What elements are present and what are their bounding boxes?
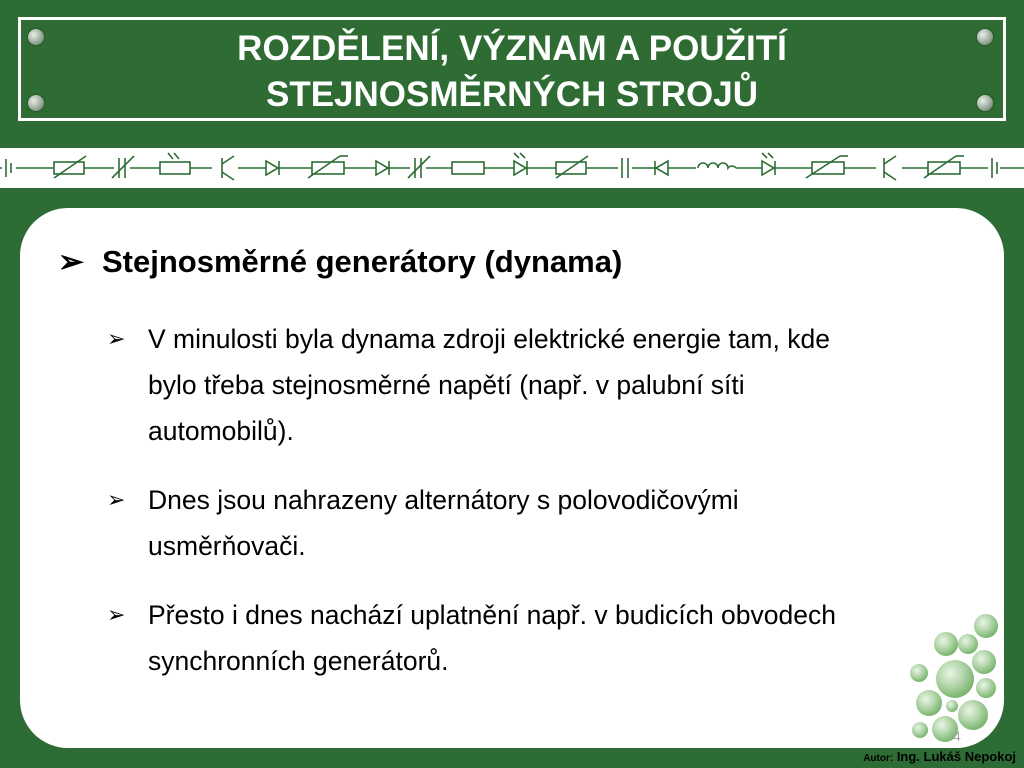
bubble-decoration-icon [936,660,974,698]
bubble-decoration-icon [916,690,942,716]
bullet-line: Dnes jsou nahrazeny alternátory s polovodičovými [148,485,739,515]
bubble-decoration-icon [958,700,988,730]
arrow-bullet-icon: ➢ [58,244,84,279]
slide-title [0,26,1024,118]
bubble-decoration-icon [958,634,978,654]
bubble-decoration-icon [946,700,958,712]
bullet-line: usměrňovači. [148,531,306,561]
arrow-bullet-icon: ➢ [107,487,126,512]
bullet-text [148,592,978,684]
circuit-symbols-icon [0,148,1024,188]
arrow-bullet-icon: ➢ [107,602,126,627]
bullet-text [148,477,978,569]
bullet-line: automobilů). [148,416,294,446]
bullet-line: V minulosti byla dynama zdroji elektrické energie tam, kde [148,324,830,354]
circuit-symbols-strip [0,148,1024,188]
bubble-decoration-icon [912,722,928,738]
title-line-1: ROZDĚLENÍ, VÝZNAM A POUŽITÍ [237,29,787,68]
arrow-bullet-icon: ➢ [107,326,126,351]
heading-bullet [58,244,622,280]
bubble-decoration-icon [972,650,996,674]
page-number: 4 [953,728,961,744]
author-label: Autor: [863,753,894,764]
title-line-2: STEJNOSMĚRNÝCH STROJŮ [265,75,759,114]
bubble-decoration-icon [910,664,928,682]
heading-text: Stejnosměrné generátory (dynama) [102,244,623,279]
bullet-line: synchronních generátorů. [148,646,449,676]
author-name: Ing. Lukáš Nepokoj [896,749,1016,764]
bubble-decoration-icon [934,632,958,656]
bullet-text [148,316,978,454]
author-credit [863,749,1016,764]
bubble-decoration-icon [974,614,998,638]
bullet-line: Přesto i dnes nachází uplatnění např. v budicích obvodech [148,600,836,630]
bubble-decoration-icon [976,678,996,698]
bullet-line: bylo třeba stejnosměrné napětí (např. v palubní síti [148,370,745,400]
